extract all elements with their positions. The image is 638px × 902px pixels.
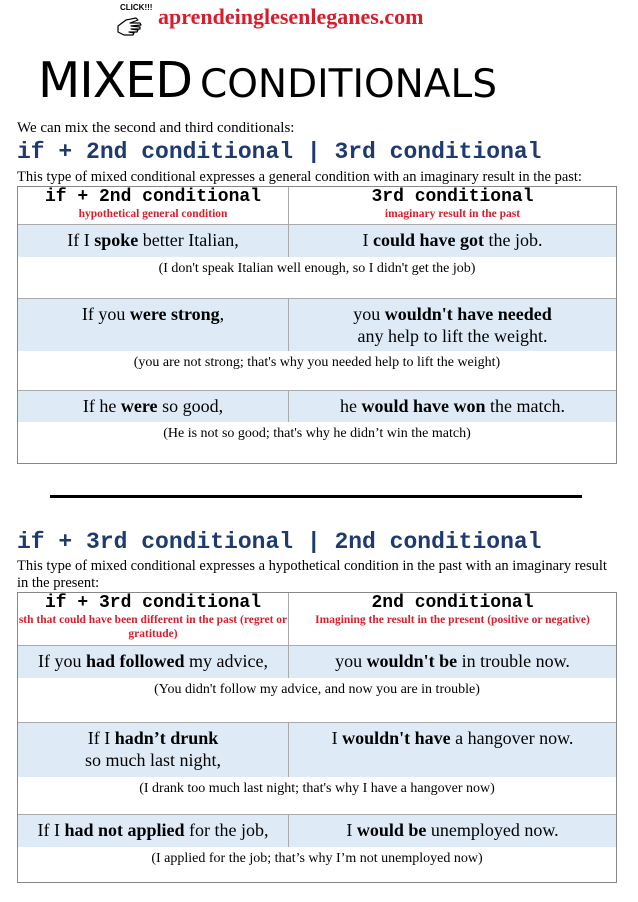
result-clause: he would have won the match. [288, 391, 616, 422]
result-clause: I could have got the job. [288, 225, 616, 257]
if-clause: If you had followed my advice, [37, 651, 268, 671]
left-header-title: if + 3rd conditional [44, 593, 262, 613]
left-header-title: if + 2nd conditional [44, 187, 262, 207]
explanation-note: (you are not strong; that's why you needed help to lift the weight) [133, 355, 501, 370]
header [0, 0, 638, 40]
left-header-sub: hypothetical general condition [78, 208, 228, 220]
result-clause: you wouldn't be in trouble now. [288, 646, 616, 678]
title-mixed: MIXED [38, 52, 192, 109]
table-row [18, 298, 616, 390]
sentence-pair [18, 815, 616, 847]
sentence-pair [18, 391, 616, 422]
click-label[interactable]: CLICK!!! [120, 3, 153, 12]
description-1: This type of mixed conditional expresses a general condition with an imaginary result in the past: [17, 169, 582, 185]
sentence-pair [18, 646, 616, 678]
left-header-sub: sth that could have been different in the past (regret or gratitude) [18, 614, 288, 640]
formula-1: if + 2nd conditional | 3rd conditional [17, 139, 542, 165]
result-clause: I wouldn't have a hangover now. [288, 723, 616, 777]
result-clause: I would be unemployed now. [288, 815, 616, 847]
sentence-pair [18, 225, 616, 257]
conditional-table-1 [17, 186, 617, 464]
table-row [18, 390, 616, 465]
rows [18, 646, 616, 883]
title-conditionals: CONDITIONALS [200, 62, 497, 107]
explanation-note: (I don't speak Italian well enough, so I didn't get the job) [158, 261, 476, 276]
explanation-note: (I drank too much last night; that's why I have a hangover now) [139, 781, 495, 796]
explanation-note: (I applied for the job; that’s why I’m not unemployed now) [151, 851, 483, 866]
right-header [288, 187, 616, 224]
rows [18, 225, 616, 465]
left-header [18, 187, 288, 224]
description-2: This type of mixed conditional expresses a hypothetical condition in the past with an imaginary result in the present: [17, 558, 607, 591]
divider [50, 495, 582, 498]
table-row [18, 722, 616, 814]
intro-text: We can mix the second and third conditionals: [17, 120, 295, 136]
right-header-sub: imaginary result in the past [384, 208, 521, 220]
page-title [38, 52, 497, 112]
table-header [18, 593, 616, 646]
sentence-pair [18, 723, 616, 777]
table-header [18, 187, 616, 225]
if-clause: If he were so good, [82, 396, 224, 416]
if-clause: If you were strong, [81, 304, 225, 324]
conditional-table-2 [17, 592, 617, 883]
explanation-note: (He is not so good; that's why he didn’t win the match) [163, 426, 471, 441]
if-clause: If I had not applied for the job, [37, 820, 269, 840]
left-header [18, 593, 288, 645]
table-row [18, 225, 616, 298]
table-row [18, 646, 616, 722]
formula-2: if + 3rd conditional | 2nd conditional [17, 529, 542, 555]
right-header-sub: Imagining the result in the present (positive or negative) [315, 614, 590, 626]
table-row [18, 814, 616, 883]
if-clause: If I hadn’t drunk so much last night, [85, 728, 221, 770]
right-header [288, 593, 616, 645]
sentence-pair [18, 299, 616, 351]
explanation-note: (You didn't follow my advice, and now you are in trouble) [154, 682, 480, 697]
right-header-title: 2nd conditional [371, 593, 534, 613]
site-link[interactable]: aprendeinglesenleganes.com [158, 4, 424, 29]
result-clause: you wouldn't have needed any help to lift the weight. [288, 299, 616, 351]
if-clause: If I spoke better Italian, [67, 230, 239, 250]
pointing-hand-icon[interactable] [114, 14, 144, 38]
right-header-title: 3rd conditional [371, 187, 534, 207]
